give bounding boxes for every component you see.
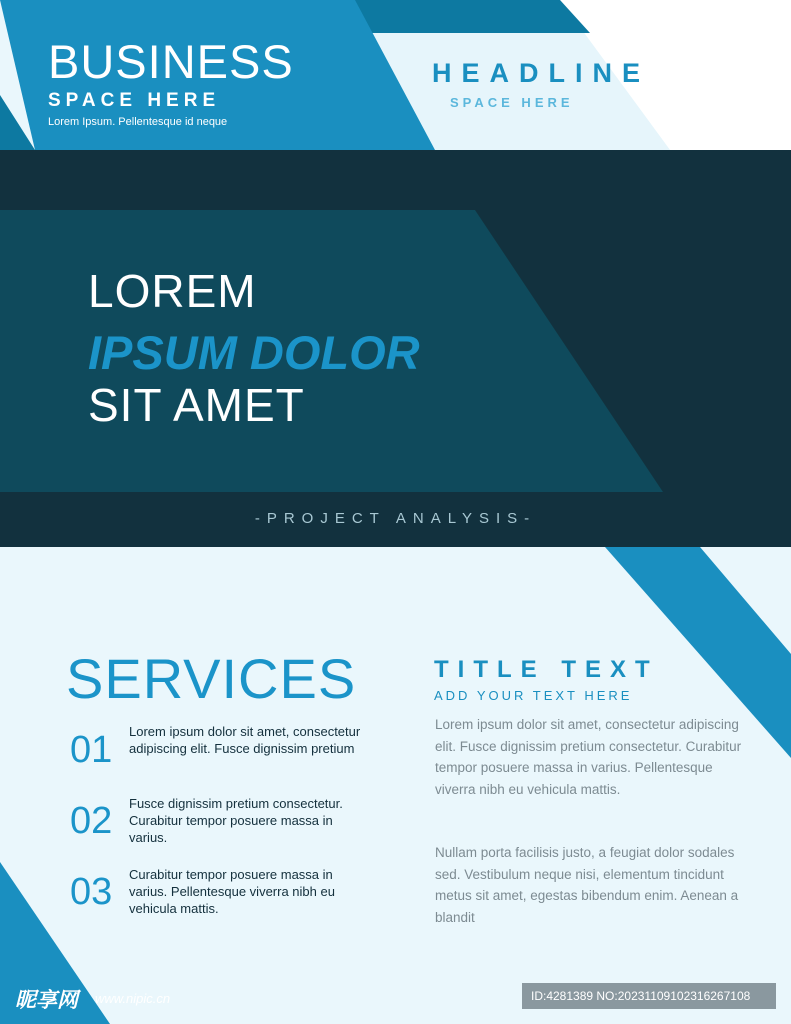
- watermark-logo: 昵享网: [15, 989, 78, 1012]
- services-title: SERVICES: [66, 647, 357, 710]
- hero-line-2: IPSUM DOLOR: [88, 326, 420, 379]
- headline-space-label: SPACE HERE: [450, 95, 574, 110]
- business-space-label: SPACE HERE: [48, 90, 221, 111]
- service-number: 02: [70, 800, 113, 842]
- project-analysis-label: -PROJECT ANALYSIS-: [254, 510, 537, 527]
- body-paragraph-1: Lorem ipsum dolor sit amet, consectetur adipiscing elit. Fusce dignissim pretium consectetur. Curabitur tempor posuere massa in varius. Pellentesque viverra nibh eu vehicula mattis.: [435, 717, 742, 797]
- watermark-url: www.nipic.cn: [95, 991, 171, 1006]
- business-title: BUSINESS: [48, 35, 294, 88]
- hero-line-1: LOREM: [88, 265, 257, 317]
- body-paragraph-2: Nullam porta facilisis justo, a feugiat dolor sodales sed. Vestibulum neque nisi, elementum tincidunt metus sit amet, egestas bibendum enim. Aenean a blandit: [435, 845, 739, 925]
- service-number: 03: [70, 871, 113, 913]
- hero-line-3: SIT AMET: [88, 379, 305, 431]
- headline: HEADLINE: [432, 58, 651, 88]
- title-text-subtitle: ADD YOUR TEXT HERE: [434, 688, 633, 703]
- business-subtitle: Lorem Ipsum. Pellentesque id neque: [48, 116, 228, 128]
- title-text-heading: TITLE TEXT: [434, 656, 659, 683]
- service-number: 01: [70, 729, 113, 771]
- service-description: Lorem ipsum dolor sit amet, consectetur adipiscing elit. Fusce dignissim pretium: [129, 724, 361, 756]
- service-description: Curabitur tempor posuere massa in varius. Pellentesque viverra nibh eu vehicula mattis.: [129, 867, 335, 916]
- service-description: Fusce dignissim pretium consectetur. Curabitur tempor posuere massa in varius.: [129, 796, 343, 845]
- watermark-id: ID:4281389 NO:20231109102316267108: [531, 989, 751, 1003]
